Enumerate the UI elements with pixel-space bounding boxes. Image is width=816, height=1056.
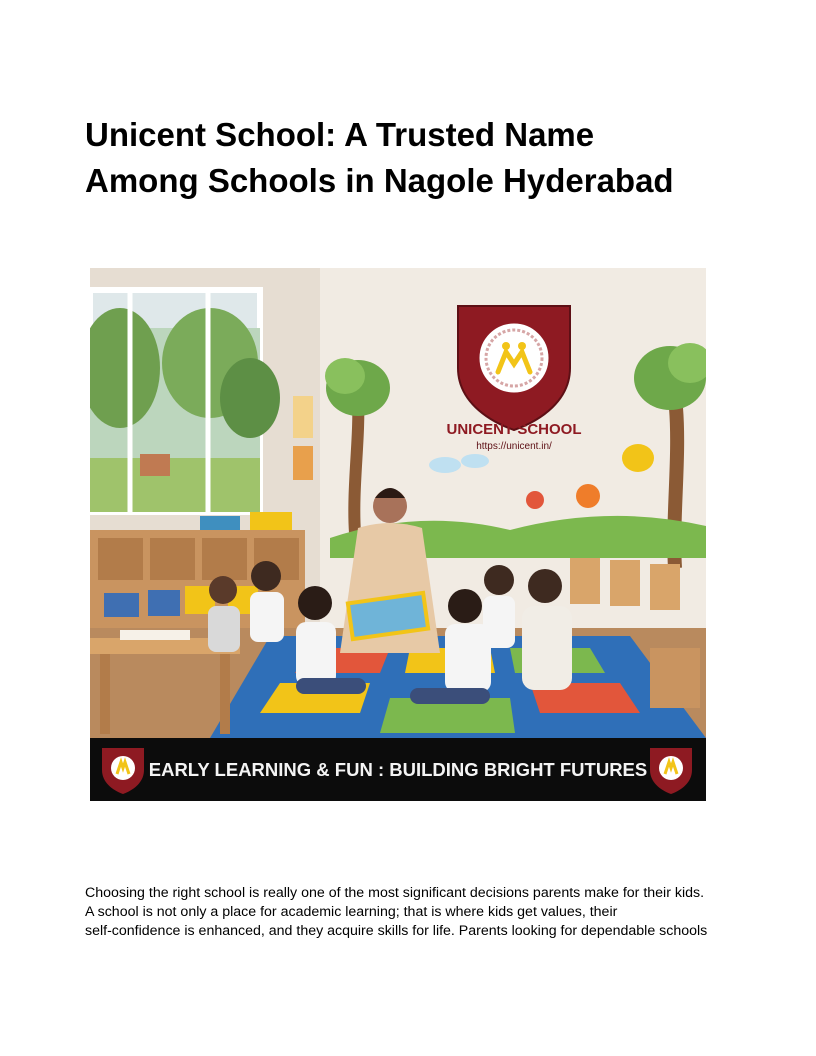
- body-line-3: self-confidence is enhanced, and they acquire skills for life. Parents looking for dependable schools: [85, 923, 708, 939]
- cloud-mural: [429, 457, 461, 473]
- wall-poster: [293, 396, 313, 438]
- logo-text: UNICENT SCHOOL: [446, 421, 582, 438]
- window: [90, 290, 280, 512]
- flower-mural: [526, 491, 544, 509]
- document-title: [85, 112, 745, 204]
- hero-image: [90, 268, 706, 801]
- classroom-illustration: [90, 268, 706, 801]
- body-line-1: Choosing the right school is really one of the most significant decisions parents make for their kids.: [85, 885, 705, 901]
- logo-url: https://unicent.in/: [476, 441, 552, 452]
- title-line-1: Unicent School: A Trusted Name: [85, 116, 595, 153]
- body-line-2: A school is not only a place for academic learning; that is where kids get values, their: [85, 904, 618, 920]
- flower-mural: [576, 484, 600, 508]
- cloud-mural: [461, 454, 489, 468]
- body-paragraph: [85, 884, 745, 941]
- title-line-2: Among Schools in Nagole Hyderabad: [85, 162, 674, 199]
- banner-text: EARLY LEARNING & FUN : BUILDING BRIGHT FUTURES: [148, 759, 648, 780]
- wall-poster: [293, 446, 313, 480]
